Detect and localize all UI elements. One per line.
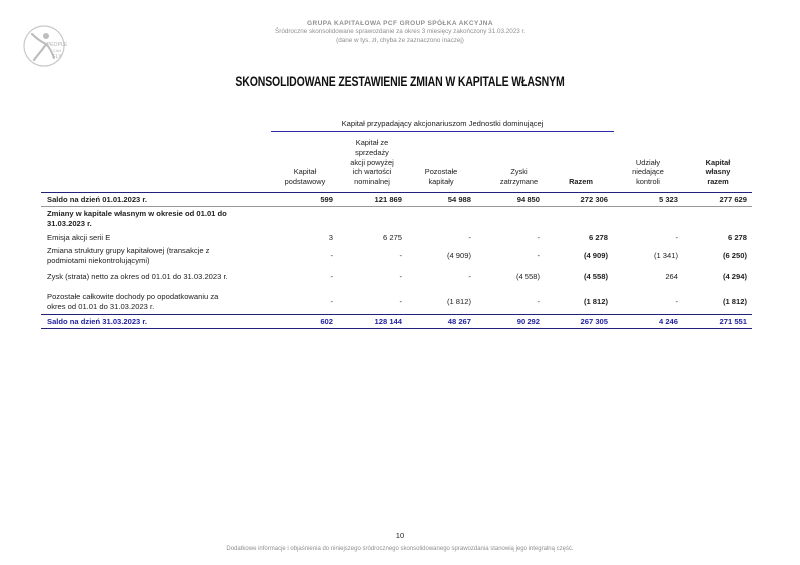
cell-value: 6 278 <box>588 233 608 242</box>
row-label-line: 31.03.2023 r. <box>47 218 92 228</box>
cell-value: (1 341) <box>653 250 678 260</box>
table-row <box>41 195 752 205</box>
cell-value: 90 292 <box>516 317 540 326</box>
header-company: GRUPA KAPITAŁOWA PCF GROUP SPÓŁKA AKCYJNA <box>307 20 493 27</box>
column-header-line: własny <box>705 167 731 177</box>
cell-value: 128 144 <box>374 317 402 326</box>
cell-value: - <box>468 233 471 242</box>
cell-value: 121 869 <box>374 195 402 204</box>
column-header-line: podstawowy <box>284 177 326 187</box>
cell-value: 6 278 <box>727 233 747 242</box>
row-label-line: okres od 01.01 do 31.03.2023 r. <box>47 301 155 311</box>
cell-value: 264 <box>665 272 678 281</box>
column-header-line: sprzedaży <box>355 147 389 157</box>
row-label <box>47 233 110 243</box>
column-header-line: ich wartości <box>352 167 392 177</box>
cell-value: 5 323 <box>658 195 678 204</box>
cell-value: (1 812) <box>722 296 747 306</box>
cell-value: - <box>330 296 333 306</box>
cell-value: (1 812) <box>583 296 608 306</box>
row-label-line: Saldo na dzień 01.01.2023 r. <box>47 195 148 204</box>
header-units: (dane w tys. zł, chyba że zaznaczono inaczej) <box>336 36 464 44</box>
table-row <box>41 209 752 228</box>
column-header-line: kontroli <box>636 177 660 187</box>
row-label-line: Saldo na dzień 31.03.2023 r. <box>47 317 148 326</box>
row-label <box>47 209 227 228</box>
cell-value: 48 267 <box>447 317 471 326</box>
row-label-line: Emisja akcji serii E <box>47 233 111 242</box>
cell-value: - <box>330 250 333 260</box>
header-report-period: Śródroczne skonsolidowane sprawozdanie za okres 3 miesięcy zakończony 31.03.2023 r. <box>275 28 525 35</box>
cell-value: 267 305 <box>580 317 608 326</box>
cell-value: - <box>675 233 678 242</box>
cell-value: - <box>537 296 540 306</box>
table-row <box>41 292 752 311</box>
cell-value: 3 <box>328 233 333 242</box>
column-header-line: zatrzymane <box>499 177 539 187</box>
cell-value: - <box>537 233 540 242</box>
row-label <box>47 317 147 327</box>
cell-value: 277 629 <box>719 195 747 204</box>
cell-value: 602 <box>320 317 333 326</box>
page-number: 10 <box>395 531 405 540</box>
column-header-2 <box>332 138 412 187</box>
column-header-line: Kapitał ze <box>355 138 389 147</box>
cell-value: 94 850 <box>516 195 540 204</box>
page-title: SKONSOLIDOWANE ZESTAWIENIE ZMIAN W KAPITALE WŁASNYM <box>235 74 565 89</box>
column-header-7 <box>678 158 758 187</box>
logo-text-top: PEOPLE <box>46 42 68 48</box>
column-header-line: niedające <box>632 167 664 177</box>
column-header-line: Pozostałe <box>424 167 458 177</box>
logo-text-mid: CAN <box>53 49 61 53</box>
row-label-line: Zysk (strata) netto za okres od 01.01 do 31.03.2023 r. <box>47 272 228 281</box>
table-row <box>41 317 752 327</box>
column-header-line: Zyski <box>510 167 528 177</box>
row-label <box>47 272 228 282</box>
column-header-line: akcji powyżej <box>350 157 394 167</box>
column-header-line: razem <box>707 177 729 187</box>
cell-value: (4 294) <box>722 272 747 281</box>
cell-value: (1 812) <box>446 296 471 306</box>
cell-value: 272 306 <box>580 195 608 204</box>
table-row <box>41 272 752 282</box>
row-label <box>47 195 147 205</box>
cell-value: (4 909) <box>583 250 608 260</box>
cell-value: - <box>330 272 333 281</box>
cell-value: - <box>399 250 402 260</box>
column-header-line: Kapitał <box>705 157 731 167</box>
row-label-line: Zmiany w kapitale własnym w okresie od 01.01 do <box>47 209 227 218</box>
document-header <box>0 19 800 45</box>
cell-value: - <box>675 296 678 306</box>
column-header-6 <box>608 158 688 187</box>
column-header-line: Razem <box>569 177 593 187</box>
table-row <box>41 246 752 265</box>
cell-value: - <box>399 296 402 306</box>
table-group-header: Kapitał przypadający akcjonariuszom Jednostki dominującej <box>341 119 544 128</box>
column-header-3 <box>401 167 481 187</box>
logo-text-bot: FLY <box>52 54 62 60</box>
cell-value: (4 558) <box>583 272 608 281</box>
row-divider <box>41 314 752 315</box>
column-header-line: Kapitał <box>293 167 317 177</box>
row-divider <box>41 206 752 207</box>
row-label <box>47 292 218 311</box>
cell-value: - <box>537 250 540 260</box>
cell-value: (4 909) <box>446 250 471 260</box>
cell-value: 6 275 <box>382 233 402 242</box>
cell-value: 54 988 <box>447 195 471 204</box>
cell-value: 271 551 <box>719 317 747 326</box>
row-divider <box>41 328 752 329</box>
cell-value: (6 250) <box>722 250 747 260</box>
row-label <box>47 246 209 265</box>
table-row <box>41 233 752 243</box>
row-divider <box>41 192 752 193</box>
row-label-line: podmiotami niekontrolującymi) <box>47 255 150 265</box>
column-header-line: Udziały <box>635 157 661 167</box>
page-footer: Dodatkowe informacje i objaśnienia do niniejszego śródrocznego skonsolidowanego sprawozdania stanowią jego integralną część. <box>226 546 574 552</box>
column-header-line: kapitały <box>428 177 454 187</box>
column-header-line: nominalnej <box>354 177 390 187</box>
group-header-divider <box>271 131 614 132</box>
cell-value: 4 246 <box>658 317 678 326</box>
row-label-line: Zmiana struktury grupy kapitałowej (transakcje z <box>47 246 210 255</box>
cell-value: - <box>468 272 471 281</box>
cell-value: - <box>399 272 402 281</box>
row-label-line: Pozostałe całkowite dochody po opodatkowaniu za <box>47 292 219 301</box>
cell-value: 599 <box>320 195 333 204</box>
cell-value: (4 558) <box>515 272 540 281</box>
